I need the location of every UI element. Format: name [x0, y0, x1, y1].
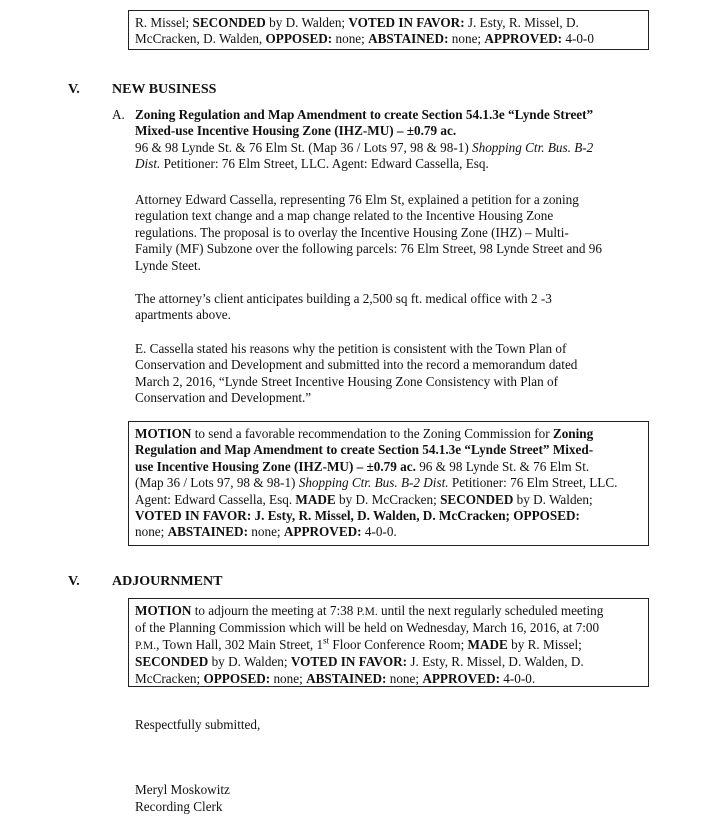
time-suffix: P.M.	[135, 639, 157, 652]
opposed-label: OPPOSED:	[513, 508, 580, 524]
voted-names: J. Esty, R. Missel, D. Walden, D. McCracken;	[251, 508, 514, 524]
item-address-line-1	[135, 140, 632, 156]
adjourn-line-4	[135, 654, 642, 670]
paragraph-line: Conservation and Development.”	[135, 390, 312, 406]
motion-bold-text: Zoning	[552, 426, 594, 441]
new-business-motion-box	[128, 421, 649, 546]
motion-label: MOTION	[135, 603, 192, 618]
adjourn-line-5	[135, 671, 642, 687]
petitioner-text: Petitioner: 76 Elm Street, LLC. Agent: Edward Cassella, Esq.	[160, 156, 489, 172]
previous-motion-box	[128, 10, 649, 50]
ordinal-suffix: st	[323, 635, 330, 646]
opposed-value: none;	[135, 524, 168, 540]
voted-names-cont: McCracken, D. Walden,	[135, 31, 266, 47]
motion-text: to adjourn the meeting at 7:38	[191, 603, 357, 618]
paragraph-line: apartments above.	[135, 307, 231, 323]
adjourn-line-1	[135, 603, 642, 620]
section-title: NEW BUSINESS	[112, 82, 217, 97]
opposed-label: OPPOSED:	[265, 31, 333, 47]
abstained-value: none;	[448, 31, 485, 47]
paragraph-line: Conservation and Development and submitted into the record a memorandum dated	[135, 357, 578, 373]
approved-value: 4-0-0.	[361, 524, 397, 540]
zone-text: Shopping Ctr. Bus. B-2	[472, 139, 594, 155]
agenda-item-a	[112, 107, 632, 173]
motion-line-2	[135, 442, 642, 458]
motion-label: MOTION	[135, 426, 192, 441]
motion-text: , Town Hall, 302 Main Street, 1	[156, 636, 324, 652]
opposed-label: OPPOSED:	[203, 670, 271, 686]
motion-text: of the Planning Commission which will be held on Wednesday, March 16, 2016, at 7:00	[135, 620, 600, 636]
made-label: MADE	[467, 636, 508, 652]
paragraph-line: Family (MF) Subzone over the following parcels: 76 Elm Street, 98 Lynde Street and 96	[135, 241, 602, 257]
motion-line-1	[135, 426, 642, 442]
approved-label: APPROVED:	[484, 31, 563, 47]
zone-text: Shopping Ctr. Bus. B-2 Dist.	[298, 475, 449, 491]
previous-motion-line-1	[135, 15, 642, 31]
motion-bold-text: use Incentive Housing Zone (IHZ-MU) – ±0.79 ac.	[135, 458, 416, 474]
paragraph-line: Lynde Steet.	[135, 257, 201, 273]
abstained-label: ABSTAINED:	[167, 524, 248, 540]
opposed-value: none;	[332, 31, 369, 47]
motion-line-7	[135, 524, 642, 540]
zone-text: Dist.	[135, 156, 161, 172]
signer-role: Recording Clerk	[135, 799, 223, 814]
opposed-value: none;	[270, 670, 307, 686]
item-title-text: Zoning Regulation and Map Amendment to create Section 54.1.3e “Lynde Street”	[135, 107, 594, 122]
paragraph-line: Attorney Edward Cassella, representing 76 Elm St, explained a petition for a zoning	[135, 192, 579, 207]
approved-label: APPROVED:	[283, 524, 362, 540]
voted-in-favor-label: VOTED IN FAVOR:	[348, 15, 465, 30]
paragraph-line: March 2, 2016, “Lynde Street Incentive Housing Zone Consistency with Plan of	[135, 373, 559, 389]
made-by: by R. Missel;	[507, 636, 582, 652]
paragraph-line: regulation text change and a map change related to the Incentive Housing Zone	[135, 208, 554, 224]
paragraph-line: regulations. The proposal is to overlay the Incentive Housing Zone (IHZ) – Multi-	[135, 224, 569, 240]
adjourn-line-3	[135, 637, 642, 654]
paragraph-line: The attorney’s client anticipates building a 2,500 sq ft. medical office with 2 -3	[135, 291, 552, 306]
motion-line-3	[135, 459, 642, 475]
paragraph-line: E. Cassella stated his reasons why the petition is consistent with the Town Plan of	[135, 341, 567, 356]
item-title-line-2	[135, 123, 632, 139]
voted-in-favor-label: VOTED IN FAVOR:	[290, 654, 408, 670]
section-numeral: V.	[68, 574, 80, 589]
time-suffix: P.M.	[356, 606, 378, 618]
motion-text: R. Missel;	[135, 15, 193, 30]
voted-in-favor-label: VOTED IN FAVOR:	[135, 508, 252, 524]
new-business-heading	[68, 82, 216, 98]
motion-line-4	[135, 475, 642, 491]
seconded-label: SECONDED	[440, 491, 514, 507]
motion-text: Floor Conference Room;	[329, 636, 468, 652]
section-numeral: V.	[68, 82, 80, 97]
item-title-line-1	[135, 107, 632, 123]
motion-text: (Map 36 / Lots 97, 98 & 98-1)	[135, 475, 299, 491]
adjournment-heading	[68, 574, 222, 590]
seconded-by: by D. Walden;	[265, 15, 349, 30]
adjournment-motion-box	[128, 598, 649, 687]
signer-name: Meryl Moskowitz	[135, 782, 230, 797]
motion-line-6	[135, 508, 642, 524]
address-text: 96 & 98 Lynde St. & 76 Elm St. (Map 36 / Lots 97, 98 & 98-1)	[135, 139, 473, 155]
made-by: by D. McCracken;	[335, 491, 441, 507]
approved-label: APPROVED:	[422, 670, 500, 686]
motion-text: Petitioner: 76 Elm Street, LLC.	[448, 475, 618, 491]
motion-text: until the next regularly scheduled meeting	[377, 603, 604, 618]
paragraph-consistency	[135, 341, 625, 407]
paragraph-client	[135, 291, 625, 324]
motion-text: Agent: Edward Cassella, Esq.	[135, 491, 296, 507]
previous-motion-line-2	[135, 31, 642, 47]
seconded-label: SECONDED	[192, 15, 266, 30]
voted-names: J. Esty, R. Missel, D.	[464, 15, 579, 30]
closing-salutation: Respectfully submitted,	[135, 717, 261, 732]
motion-text: to send a favorable recommendation to the Zoning Commission for	[191, 426, 553, 441]
approved-value: 4-0-0	[562, 31, 594, 47]
item-title-text: Mixed-use Incentive Housing Zone (IHZ-MU) – ±0.79 ac.	[135, 123, 457, 139]
section-title: ADJOURNMENT	[112, 574, 223, 589]
paragraph-petition	[135, 192, 625, 274]
seconded-by: by D. Walden;	[513, 491, 593, 507]
seconded-label: SECONDED	[135, 654, 209, 670]
abstained-value: none;	[386, 670, 423, 686]
item-address-line-2	[135, 156, 632, 172]
approved-value: 4-0-0.	[500, 670, 536, 686]
abstained-value: none;	[247, 524, 284, 540]
made-label: MADE	[295, 491, 336, 507]
seconded-by: by D. Walden;	[208, 654, 291, 670]
motion-bold-text: Regulation and Map Amendment to create Section 54.1.3e “Lynde Street” Mixed-	[135, 442, 594, 458]
voted-names-cont: McCracken;	[135, 670, 204, 686]
abstained-label: ABSTAINED:	[368, 31, 449, 47]
motion-text: 96 & 98 Lynde St. & 76 Elm St.	[415, 458, 590, 474]
voted-names: J. Esty, R. Missel, D. Walden, D.	[407, 654, 584, 670]
abstained-label: ABSTAINED:	[306, 670, 387, 686]
motion-line-5	[135, 492, 642, 508]
item-letter: A.	[112, 107, 125, 122]
adjourn-line-2	[135, 620, 642, 636]
